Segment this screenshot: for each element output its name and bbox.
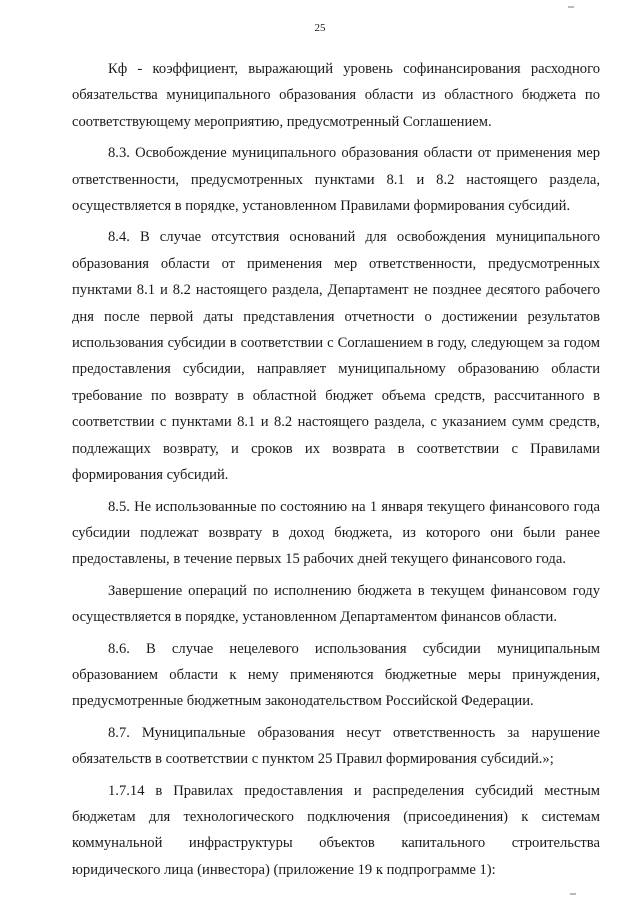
paragraph-8-5: 8.5. Не использованные по состоянию на 1 января текущего финансового года субсидии подлежат возврату в доход бюджета, из которого они были ранее предоставлены, в течение первых 15 рабочих дней текущего финансового года. [72, 498, 600, 568]
scan-mark-bottom [570, 893, 576, 895]
paragraph-8-3: 8.3. Освобождение муниципального образования области от применения мер ответственности, предусмотренных пунктами 8.1 и 8.2 настоящего раздела, осуществляется в порядке, установленном Правилами формирования субсидий. [72, 145, 600, 215]
paragraph-8-7: 8.7. Муниципальные образования несут ответственность за нарушение обязательств в соответствии с пунктом 25 Правил формирования субсидий.»; [72, 724, 600, 768]
scan-mark-top [568, 6, 574, 8]
page-number: 25 [314, 22, 326, 34]
paragraph-8-4: 8.4. В случае отсутствия оснований для освобождения муниципального образования области от применения мер ответственности, предусмотренных пунктами 8.1 и 8.2 настоящего раздела, Департамент не позднее десятого рабочего дня после первой даты представления отчетности о достижении результатов использования субсидии в соответствии с Соглашением в году, следующем за годом предоставления субсидии, направляет муниципальному образованию области требование по возврату в областной бюджет объема средств, рассчитанного в соответствии с пунктами 8.1 и 8.2 настоящего раздела, с указанием сумм средств, подлежащих возврату, и сроков их возврата в соответствии с Правилами формирования субсидий. [72, 229, 600, 484]
paragraph-budget-completion: Завершение операций по исполнению бюджета в текущем финансовом году осуществляется в порядке, установленном Департаментом финансов области. [72, 582, 600, 626]
paragraph-1-7-14: 1.7.14 в Правилах предоставления и распределения субсидий местным бюджетам для технологического подключения (присоединения) к системам коммунальной инфраструктуры объектов капитального строительства юридического лица (инвестора) (приложение 19 к подпрограмме 1): [72, 782, 600, 878]
paragraph-coefficient-kf: Кф - коэффициент, выражающий уровень софинансирования расходного обязательства муниципального образования области из областного бюджета по соответствующему мероприятию, предусмотренный Соглашением. [72, 61, 600, 130]
paragraph-8-6: 8.6. В случае нецелевого использования субсидии муниципальным образованием области к нему применяются бюджетные меры принуждения, предусмотренные бюджетным законодательством Российской Федерации. [72, 640, 600, 710]
document-body [72, 56, 600, 888]
